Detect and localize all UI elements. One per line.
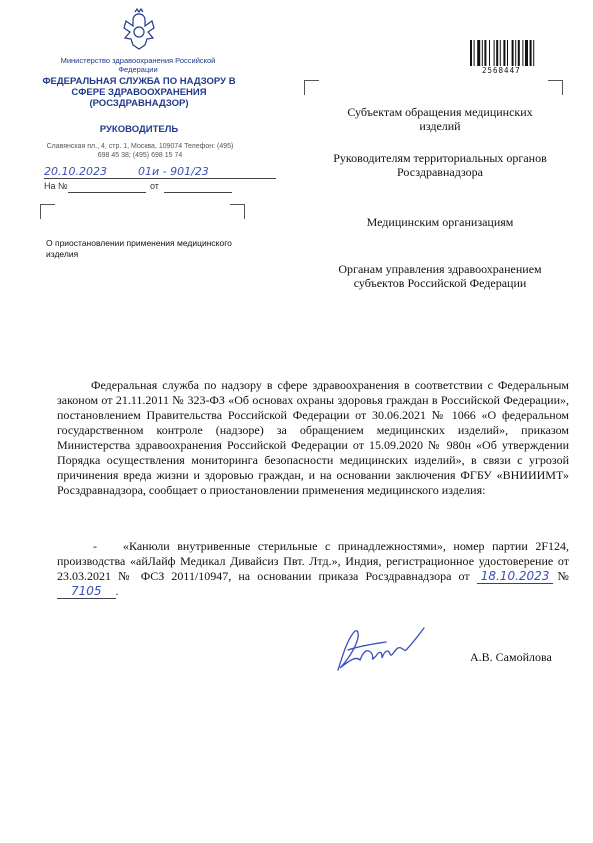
addressee-4: Органам управления здравоохранением субъектов Российской Федерации (338, 262, 542, 290)
addressee-2: Руководителям территориальных органов Росздравнадзора (333, 151, 547, 179)
device-item (57, 539, 569, 599)
agency-address: Славянская пл., 4, стр. 1, Москва, 109074 Телефон: (495) 698 45 38; (495) 698 15 74 (46, 143, 234, 159)
registration-number: 01и - 901/23 (138, 165, 209, 178)
list-dash: - (93, 539, 97, 553)
ministry-name: Министерство здравоохранения Российской Федерации (60, 56, 216, 74)
order-number: 7105 (57, 584, 116, 599)
agency-name: ФЕДЕРАЛЬНАЯ СЛУЖБА ПО НАДЗОРУ В СФЕРЕ ЗДРАВООХРАНЕНИЯ (РОСЗДРАВНАДЗОР) (42, 76, 236, 109)
addressee-3: Медицинским организациям (366, 215, 514, 229)
signer-name: А.В. Самойлова (470, 650, 552, 664)
order-date: 18.10.2023 (477, 569, 554, 584)
body-paragraph: Федеральная служба по надзору в сфере здравоохранения в соответствии с Федеральным законом от 21.11.2011 № 323-ФЗ «Об основах охраны здоровья граждан в Российской Федерации», постановлением Правительства Российской Федерации от 30.06.2021 № 1066 «О федеральном государственном контроле (надзоре) за обращением медицинских изделий», приказом Министерства здравоохранения Российской Федерации от 15.09.2020 № 980н «Об утверждении Порядка осуществления мониторинга безопасности медицинских изделий», в связи с угрозой причинения вреда жизни и здоровью граждан, и на основании заключения ФГБУ «ВНИИИМТ» Росздравнадзора, сообщает о приостановлении применения медицинского изделия: (57, 378, 569, 497)
reply-to-date-line (164, 192, 232, 193)
barcode (470, 40, 550, 66)
address-corner-right (548, 80, 563, 95)
letter-body (57, 378, 569, 498)
order-end: . (115, 584, 119, 598)
coat-of-arms-emblem (116, 8, 162, 54)
order-number-label: № (553, 569, 569, 583)
addressee-1: Субъектам обращения медицинских изделий (347, 105, 533, 133)
address-corner-left (304, 80, 319, 95)
registration-date: 20.10.2023 (44, 165, 107, 178)
device-item-text: «Канюли внутривенные стерильные с принадлежностями», номер партии 2F124, производства «айЛайф Медикал Дивайсиз Пвт. Лтд.», Индия, регистрационное удостоверение от 23.03.2021 № ФСЗ 2011/10947, на основании приказа Росздравнадзора от (57, 539, 569, 583)
subject-corner-right (230, 204, 245, 219)
handwritten-signature (320, 620, 440, 680)
barcode-number: 2568447 (482, 66, 521, 75)
reply-to-number-line (68, 192, 146, 193)
subject-corner-left (40, 204, 55, 219)
reply-to-number-label: На № (44, 181, 68, 191)
head-title: РУКОВОДИТЕЛЬ (99, 124, 179, 135)
letter-subject: О приостановлении применения медицинского изделия (46, 238, 232, 259)
registration-underline (44, 178, 276, 179)
reply-to-date-label: от (150, 181, 159, 191)
